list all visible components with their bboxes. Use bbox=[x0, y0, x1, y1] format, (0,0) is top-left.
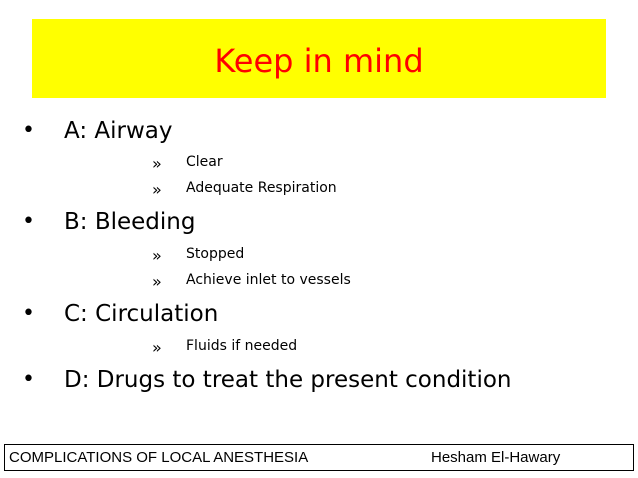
bullet-label: D: Drugs to treat the present condition bbox=[64, 367, 512, 393]
double-chevron-icon: » bbox=[152, 180, 162, 199]
sub-item-achieve-inlet bbox=[0, 272, 638, 292]
double-chevron-icon: » bbox=[152, 154, 162, 173]
sub-item-fluids bbox=[0, 338, 638, 358]
sub-item-label: Adequate Respiration bbox=[186, 180, 337, 196]
double-chevron-icon: » bbox=[152, 272, 162, 291]
sub-item-adequate-respiration bbox=[0, 180, 638, 200]
sub-item-label: Achieve inlet to vessels bbox=[186, 272, 351, 288]
bullet-label: A: Airway bbox=[64, 118, 173, 144]
bullet-label: C: Circulation bbox=[64, 301, 219, 327]
bullet-icon: • bbox=[22, 209, 35, 234]
sub-item-label: Stopped bbox=[186, 246, 245, 262]
bullet-label: B: Bleeding bbox=[64, 209, 196, 235]
slide-footer bbox=[4, 444, 634, 471]
slide-title: Keep in mind bbox=[214, 42, 424, 80]
bullet-icon: • bbox=[22, 367, 35, 392]
sub-item-stopped bbox=[0, 246, 638, 266]
footer-course-title: COMPLICATIONS OF LOCAL ANESTHESIA bbox=[9, 449, 309, 466]
sub-item-clear bbox=[0, 154, 638, 174]
sub-item-label: Fluids if needed bbox=[186, 338, 298, 354]
double-chevron-icon: » bbox=[152, 338, 162, 357]
bullet-icon: • bbox=[22, 118, 35, 143]
title-banner bbox=[32, 19, 606, 98]
footer-author: Hesham El-Hawary bbox=[431, 449, 561, 466]
double-chevron-icon: » bbox=[152, 246, 162, 265]
bullet-icon: • bbox=[22, 301, 35, 326]
sub-item-label: Clear bbox=[186, 154, 223, 170]
